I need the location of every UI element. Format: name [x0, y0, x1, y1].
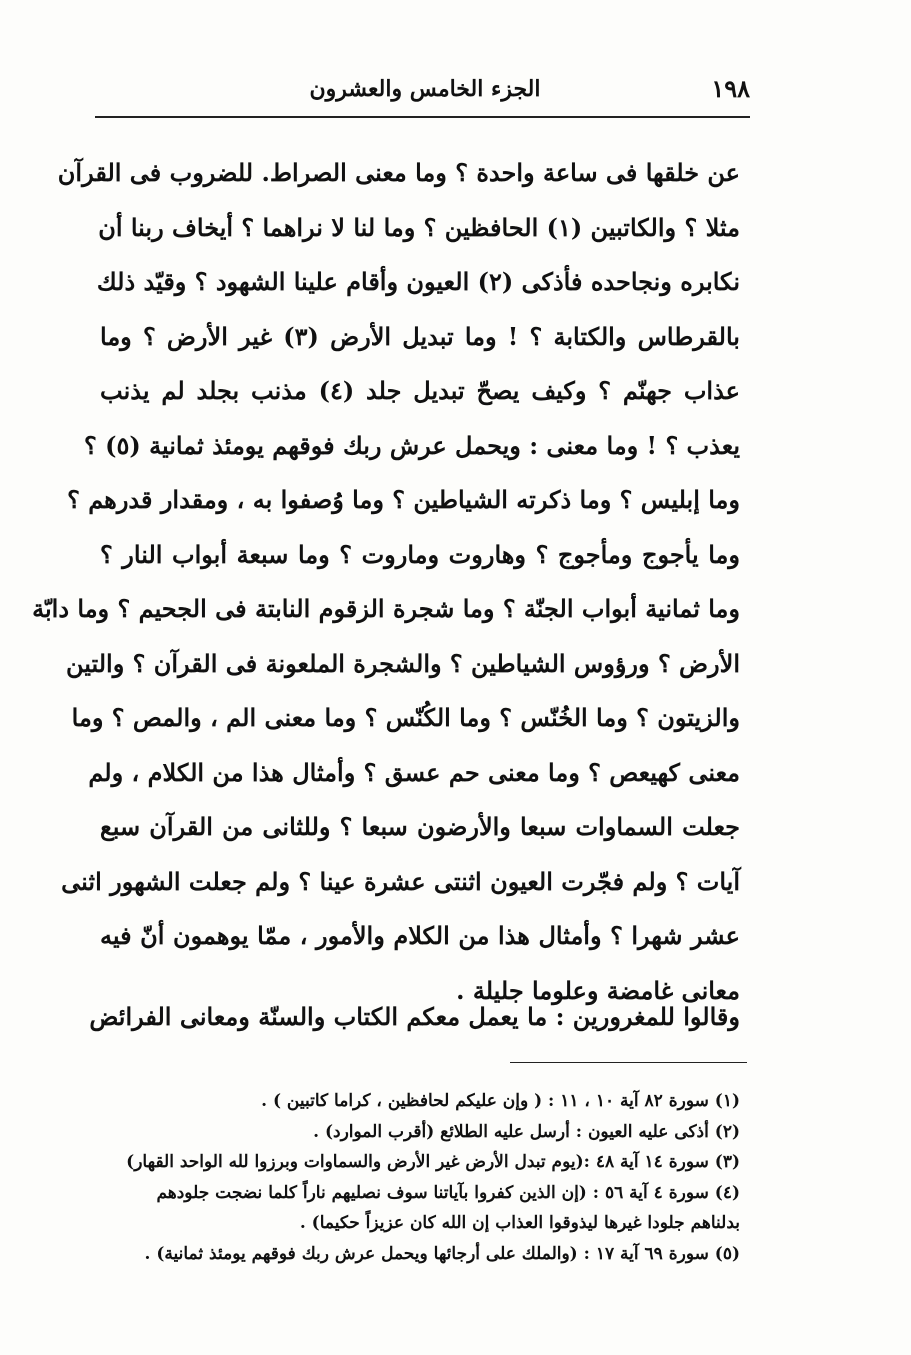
text-line: عشر شهرا ؟ وأمثال هذا من الكلام والأمور ، ممّا يوهمون أنّ فيه: [100, 921, 740, 950]
text-line: جعلت السماوات سبعا والأرضون سبعا ؟ وللثانى من القرآن سبع: [100, 812, 740, 841]
main-paragraph: [32, 146, 741, 1018]
text-line: عذاب جهنّم ؟ وكيف يصحّ تبديل جلد (٤) مذنب بجلد لم يذنب: [100, 376, 741, 405]
text-line: وما يأجوج ومأجوج ؟ وهاروت وماروت ؟ وما سبعة أبواب النار ؟: [100, 539, 740, 569]
text-line: الأرض ؟ ورؤوس الشياطين ؟ والشجرة الملعونة فى القرآن ؟ والتين: [65, 648, 740, 678]
text-line: مثلا ؟ والكاتبين (١) الحافظين ؟ وما لنا لا نراهما ؟ أيخاف ربنا أن: [98, 212, 740, 242]
page-number: ١٩٨: [711, 74, 750, 103]
text-line: نكابره ونجاحده فأذكى (٢) العيون وأقام علينا الشهود ؟ وقيّد ذلك: [96, 267, 740, 296]
text-line: بالقرطاس والكتابة ؟ ! وما تبديل الأرض (٣) غير الأرض ؟ وما: [100, 321, 740, 351]
footnote-4: (٤) سورة ٤ آية ٥٦ : (إن الذين كفروا بآياتنا سوف نصليهم ناراً كلما نضجت جلودهم: [156, 1182, 740, 1203]
text-line: وما إبليس ؟ وما ذكرته الشياطين ؟ وما وُصفوا به ، ومقدار قدرهم ؟: [67, 485, 740, 514]
footnote-rule: [510, 1062, 747, 1063]
footnote-2: (٢) أذكى عليه العيون : أرسل عليه الطلائع (أقرب الموارد) .: [313, 1121, 740, 1142]
text-line: والزيتون ؟ وما الخُنّس ؟ وما الكُنّس ؟ وما معنى الم ، والمص ؟ وما: [71, 703, 740, 732]
text-line: عن خلقها فى ساعة واحدة ؟ وما معنى الصراط. للضروب فى القرآن: [57, 158, 740, 187]
footnote-4-continued: بدلناهم جلودا غيرها ليذوقوا العذاب إن الله كان عزيزاً حكيما) .: [299, 1213, 740, 1233]
text-line: معانى غامضة وعلوما جليلة .: [456, 975, 740, 1005]
running-title: الجزء الخامس والعشرون: [309, 76, 541, 102]
page-header: [95, 70, 750, 110]
text-line: وما ثمانية أبواب الجنّة ؟ وما شجرة الزقوم النابتة فى الجحيم ؟ وما دابّة: [32, 594, 740, 623]
text-line: يعذب ؟ ! وما معنى : ويحمل عرش ربك فوقهم يومئذ ثمانية (٥) ؟: [84, 430, 740, 460]
text-line: معنى كهيعص ؟ وما معنى حم عسق ؟ وأمثال هذا من الكلام ، ولم: [88, 757, 740, 787]
text-line: وقالوا للمغرورين : ما يعمل معكم الكتاب والسنّة ومعانى الفرائض: [89, 1002, 740, 1031]
footnotes: [100, 1086, 740, 1269]
second-paragraph: [89, 990, 740, 1045]
header-rule: [95, 116, 750, 118]
footnote-1: (١) سورة ٨٢ آية ١٠ ، ١١ : ( وإن عليكم لحافظين ، كراما كاتبين ) .: [261, 1091, 740, 1111]
footnote-3: (٣) سورة ١٤ آية ٤٨ :(يوم تبدل الأرض غير الأرض والسماوات وبرزوا لله الواحد القهار): [126, 1152, 740, 1172]
footnote-5: (٥) سورة ٦٩ آية ١٧ : (والملك على أرجائها ويحمل عرش ربك فوقهم يومئذ ثمانية) .: [144, 1243, 740, 1264]
text-line: آيات ؟ ولم فجّرت العيون اثنتى عشرة عينا ؟ ولم جعلت الشهور اثنى: [61, 866, 740, 896]
